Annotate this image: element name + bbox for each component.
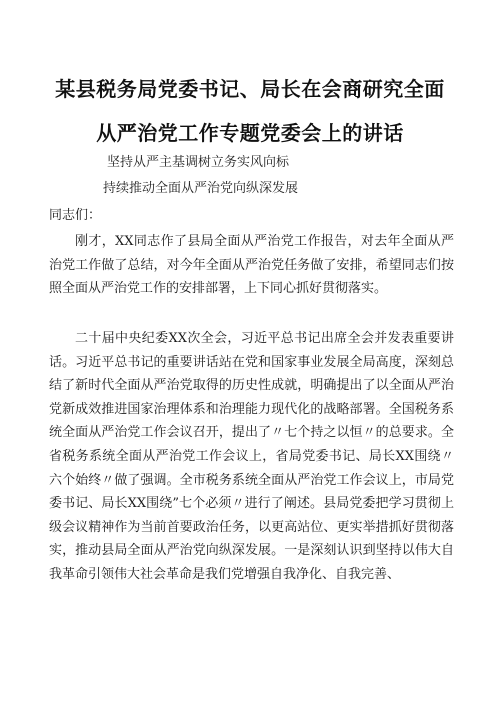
paragraph-2: 二十届中央纪委XX次全会，习近平总书记出席全会并发表重要讲话。习近平总书记的重要讲话站在党和国家事业发展全局高度，深刻总结了新时代全面从严治党取得的历史性成就，明确提出了以全面从严治党新成效推进国家治理体系和治理能力现代化的战略部署。全国税务系统全面从严治党工作会议召开，提出了〃七个持之以恒〃的总要求。全省税务系统全面从严治党工作会议上，省局党委书记、局长XX围绕〃六个始终〃做了强调。全市税务系统全面从严治党工作会议上，市局党委书记、局长XX围绕”七个必须〃进行了阐述。县局党委把学习贯彻上级会议精神作为当前首要政治任务，以更高站位、更实举措抓好贯彻落实，推动县局全面从严治党向纵深发展。一是深刻认识到坚持以伟大自我革命引领伟大社会革命是我们党增强自我净化、自我完善、 bbox=[49, 331, 454, 582]
document-subtitle-2: 持续推动全面从严治党向纵深发展 bbox=[103, 181, 299, 196]
document-title-line1: 某县税务局党委书记、局长在会商研究全面 bbox=[55, 77, 445, 101]
greeting: 同志们： bbox=[49, 208, 102, 223]
paragraph-1: 刚才，XX同志作了县局全面从严治党工作报告，对去年全面从严治党工作做了总结，对今年全面从严治党任务做了安排，希望同志们按照全面从严治党工作的安排部署，上下同心抓好贯彻落实。 bbox=[49, 234, 454, 297]
document-subtitle-1: 坚持从严主基调树立务实风向标 bbox=[107, 155, 290, 170]
document-title-line2: 从严治党工作专题党委会上的讲话 bbox=[96, 121, 404, 145]
